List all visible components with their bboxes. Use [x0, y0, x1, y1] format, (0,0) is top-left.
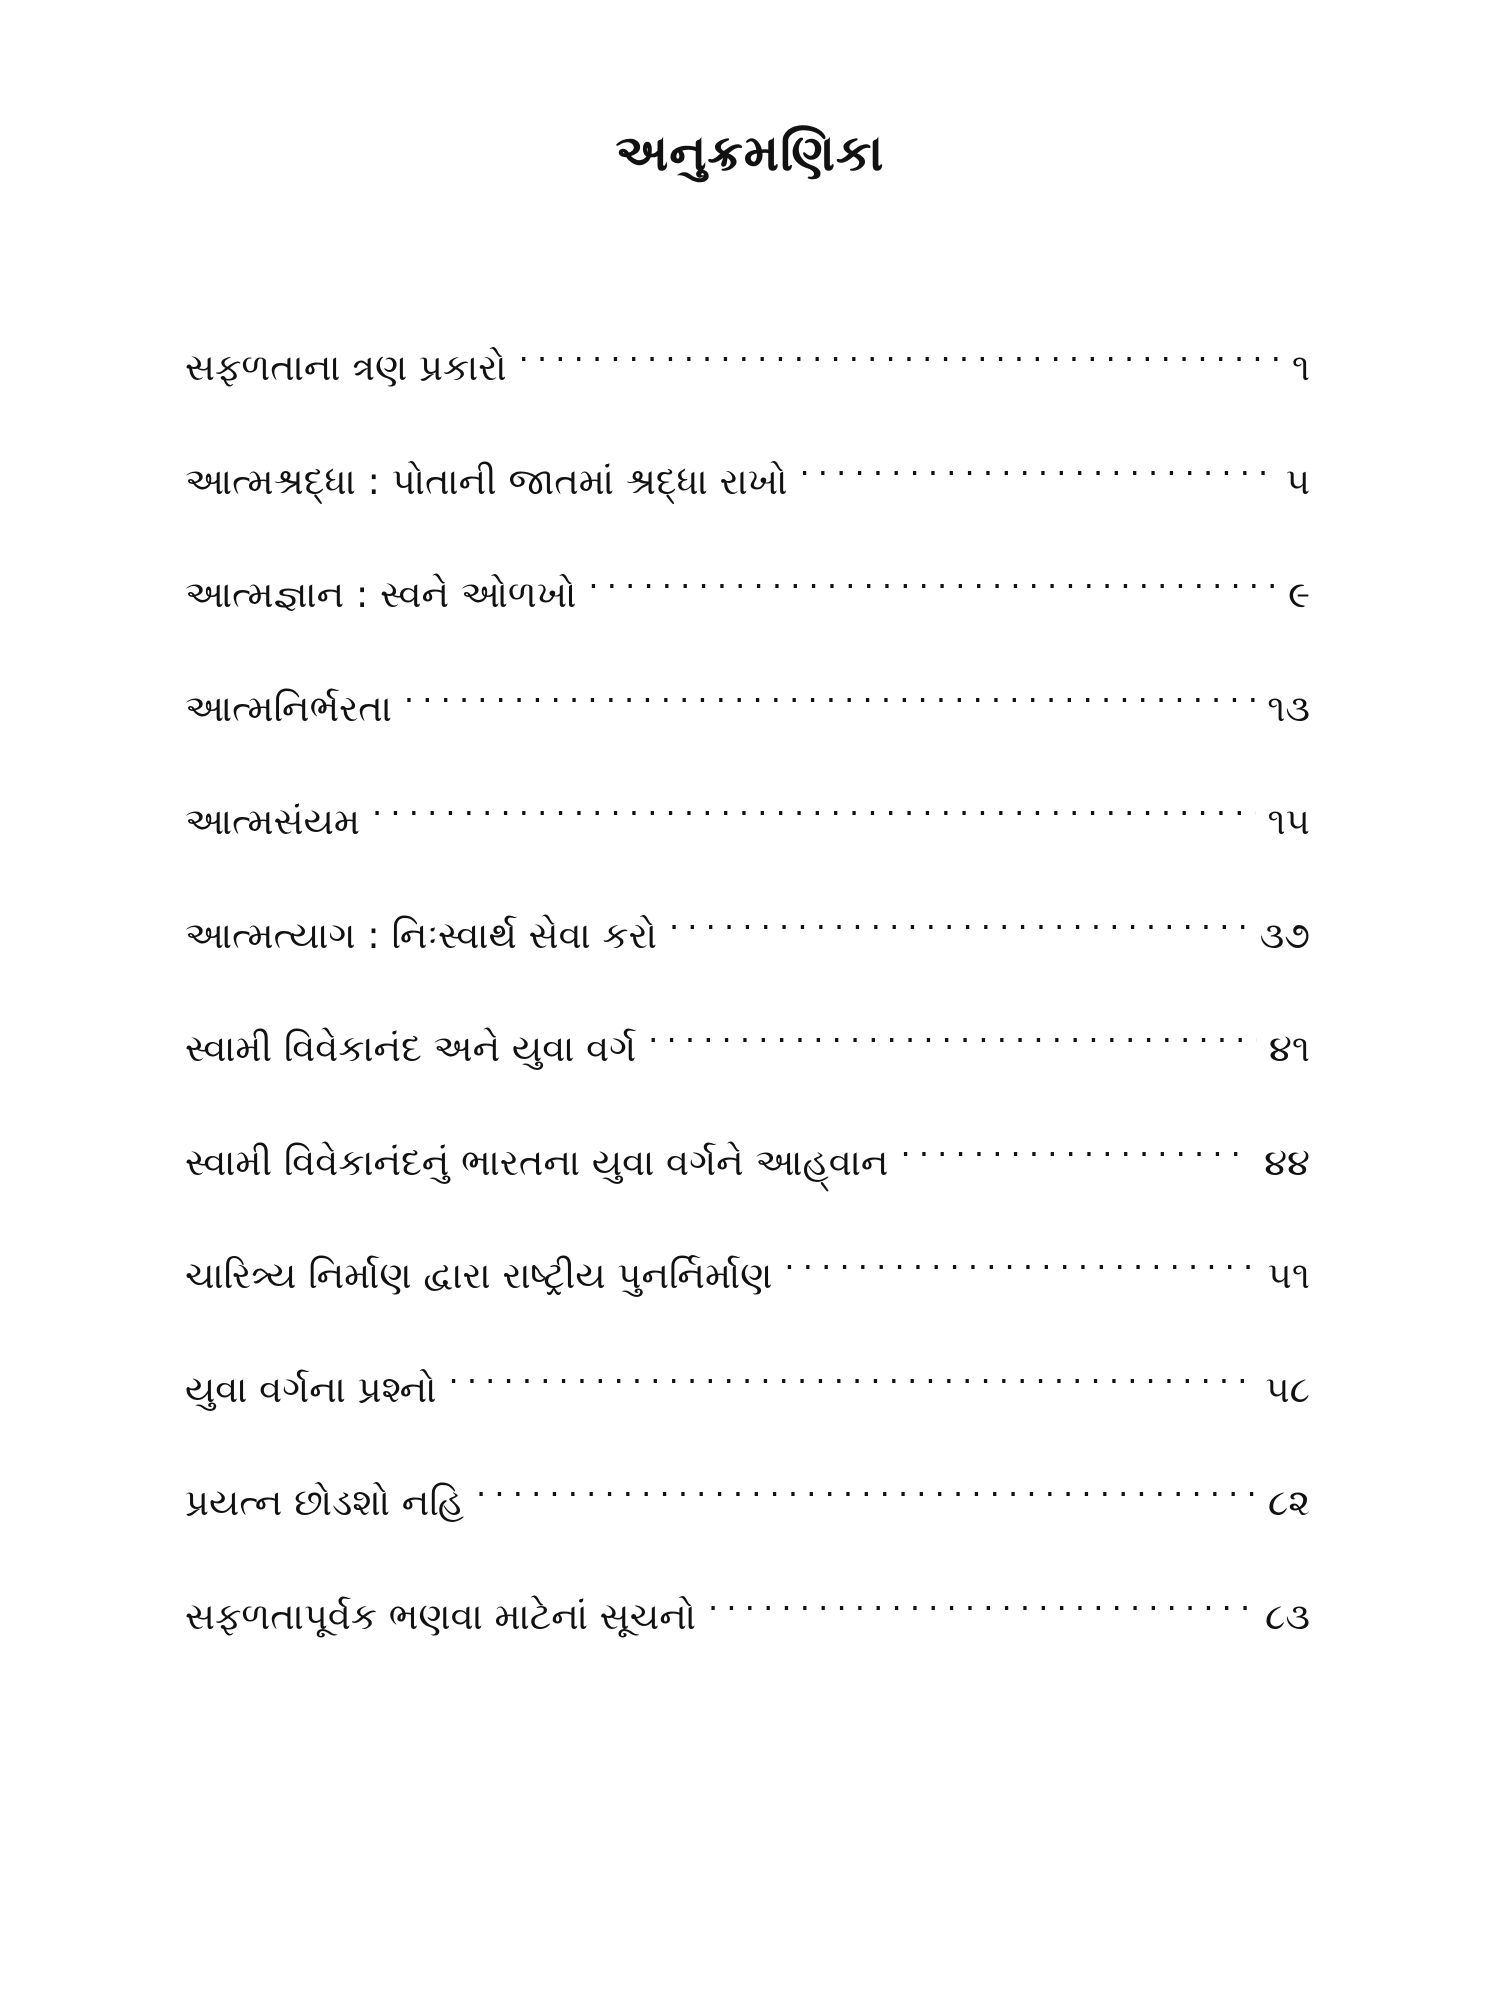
toc-entry-page: ૩૭ [1259, 913, 1310, 957]
dot-leader [588, 547, 1276, 607]
toc-entry [185, 661, 1310, 775]
toc-entry [185, 1569, 1310, 1683]
page-title: અનુક્રમણિકા [615, 124, 885, 182]
dot-leader [372, 774, 1256, 834]
toc-entry-page: ૧૫ [1267, 800, 1310, 843]
dot-leader [476, 1455, 1256, 1515]
toc-entry-page: ૪૪ [1264, 1140, 1310, 1184]
toc-entry-page: ૮૨ [1267, 1481, 1310, 1524]
toc-entry-title: સફળતાપૂર્વક ભણવા માટેનાં સૂચનો [185, 1594, 697, 1638]
dot-leader [669, 888, 1248, 948]
toc-entry [185, 1455, 1310, 1569]
toc-entry-title: આત્મનિર્ભરતા [185, 686, 392, 730]
toc-entry [185, 1115, 1310, 1229]
toc-entry-page: ૫૮ [1265, 1367, 1310, 1411]
toc-entry-page: ૯ [1288, 573, 1310, 616]
toc-entry-page: ૮૩ [1265, 1594, 1310, 1638]
dot-leader [448, 1342, 1253, 1402]
toc-entry-title: યુવા વર્ગના પ્રશ્નો [185, 1367, 437, 1411]
toc-entry-page: ૪૧ [1268, 1027, 1310, 1070]
dot-leader [708, 1569, 1253, 1629]
toc-entry-title: ચારિત્ર્ય નિર્માણ દ્વારા રાષ્ટ્રીય પુનર્નિર્માણ [185, 1254, 773, 1297]
toc-entry [185, 888, 1310, 1002]
toc-entry-title: આત્મજ્ઞાન : સ્વને ઓળખો [185, 573, 577, 616]
toc-entry [185, 774, 1310, 888]
toc-entry [185, 1001, 1310, 1115]
toc-entry [185, 547, 1310, 661]
toc-entry-page: ૫ [1285, 459, 1310, 503]
table-of-contents [185, 320, 1310, 1682]
toc-entry [185, 1228, 1310, 1342]
dot-leader [648, 1001, 1257, 1061]
toc-entry-title: પ્રયત્ન છોડશો નહિ [185, 1481, 465, 1524]
toc-entry [185, 1342, 1310, 1456]
toc-entry-page: ૧ [1291, 346, 1310, 389]
toc-entry-page: ૫૧ [1267, 1254, 1310, 1297]
dot-leader [900, 1115, 1252, 1175]
toc-entry-title: આત્મસંયમ [185, 800, 361, 843]
toc-entry-title: સ્વામી વિવેકાનંદનું ભારતના યુવા વર્ગને આહ્‌વાન [185, 1140, 889, 1184]
dot-leader [519, 320, 1278, 380]
dot-leader [784, 1228, 1255, 1288]
toc-entry-page: ૧૩ [1267, 686, 1310, 730]
toc-entry-title: સફળતાના ત્રણ પ્રકારો [185, 346, 507, 389]
toc-entry [185, 434, 1310, 548]
toc-entry-title: સ્વામી વિવેકાનંદ અને યુવા વર્ગ [185, 1027, 637, 1070]
dot-leader [799, 434, 1273, 494]
dot-leader [404, 661, 1255, 721]
toc-entry-title: આત્મશ્રદ્ધા : પોતાની જાતમાં શ્રદ્ધા રાખો [185, 459, 788, 503]
toc-entry-title: આત્મત્યાગ : નિઃસ્વાર્થ સેવા કરો [185, 913, 657, 957]
toc-entry [185, 320, 1310, 434]
